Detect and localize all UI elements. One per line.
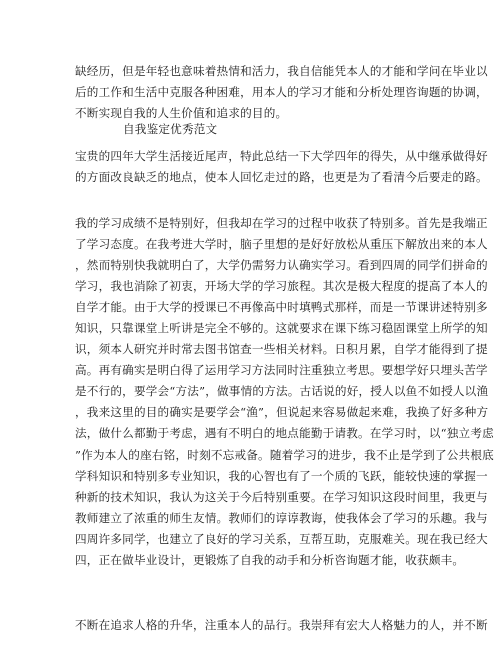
paragraph-continuation	[75, 61, 488, 124]
text-line: 学科知识和特别多专业知识，我的心智也有了一个质的飞跃，能较快速的掌握一	[75, 468, 488, 483]
text-line: 种新的技术知识，我认为这关于今后特别重要。在学习知识这段时间里，我更与	[75, 489, 488, 504]
text-line: 宝贵的四年大学生活接近尾声，特此总结一下大学四年的得失，从中继承做得好	[75, 149, 488, 163]
text-line: 四周许多同学，也建立了良好的学习关系，互帮互助，克服难关。现在我已经大	[75, 531, 488, 546]
text-line: 是不行的，要学会“方法”，做事情的方法。古话说的好，授人以鱼不如授人以渔	[75, 384, 489, 399]
study-paragraph	[75, 213, 494, 571]
text-line: 法，做什么都勤于考虑，遇有不明白的地点能勤于请教。在学习时，以“独立考虑	[75, 426, 494, 441]
text-line: 不断实现自我的人生价值和追求的目的。	[75, 106, 288, 121]
section-heading: 自我鉴定优秀范文	[123, 122, 218, 136]
text-line: 我的学习成绩不是特别好，但我却在学习的过程中收获了特别多。首先是我端正	[75, 216, 488, 230]
text-line: 后的工作和生活中克服各种困难，用本人的学习才能和分析处理咨询题的协调，	[75, 85, 488, 100]
text-line: 缺经历，但是年轻也意味着热情和活力，我自信能凭本人的才能和学问在毕业以	[75, 64, 488, 78]
text-line: 教师建立了浓重的师生友情。教师们的谆谆教诲，使我体会了学习的乐趣。我与	[75, 510, 488, 525]
text-line: 四，正在做毕业设计，更锻炼了自我的动手和分析咨询题才能，收获颇丰。	[75, 552, 465, 567]
text-line: 学习，我也消除了初衷，开场大学的学习旅程。其次是极大程度的提高了本人的	[75, 279, 488, 294]
text-line: ”作为本人的座右铭，时刻不忘戒备。随着学习的进步，我不止是学到了公共根底	[75, 447, 494, 462]
text-line: 不断在追求人格的升华，注重本人的品行。我崇拜有宏大人格魅力的人，并不断	[75, 618, 488, 632]
text-line: ，然而特别快我就明白了，大学仍需努力认确实学习。看到四周的同学们拼命的	[75, 258, 488, 273]
intro-paragraph	[75, 146, 488, 188]
text-line: 高。再有确实是明白得了运用学习方法同时注重独立考思。要想学好只埋头苦学	[75, 363, 488, 378]
text-line: 自学才能。由于大学的授课已不再像高中时填鸭式那样，而是一节课讲述特别多	[75, 300, 488, 315]
text-line: 知识，只靠课堂上听讲是完全不够的。这就要求在课下练习稳固课堂上所学的知	[75, 321, 488, 336]
text-line: 了学习态度。在我考进大学时，脑子里想的是好好放松从重压下解放出来的本人	[75, 237, 488, 252]
text-line: 的方面改良缺乏的地点，使本人回忆走过的路，也更是为了看清今后要走的路。	[75, 170, 488, 185]
text-line: ，我来这里的目的确实是要学会“渔”，但说起来容易做起来难，我换了好多种方	[75, 405, 489, 420]
last-paragraph	[75, 615, 488, 636]
text-line: 识，须本人研究并时常去图书馆查一些相关材料。日积月累，自学才能得到了提	[75, 342, 488, 357]
